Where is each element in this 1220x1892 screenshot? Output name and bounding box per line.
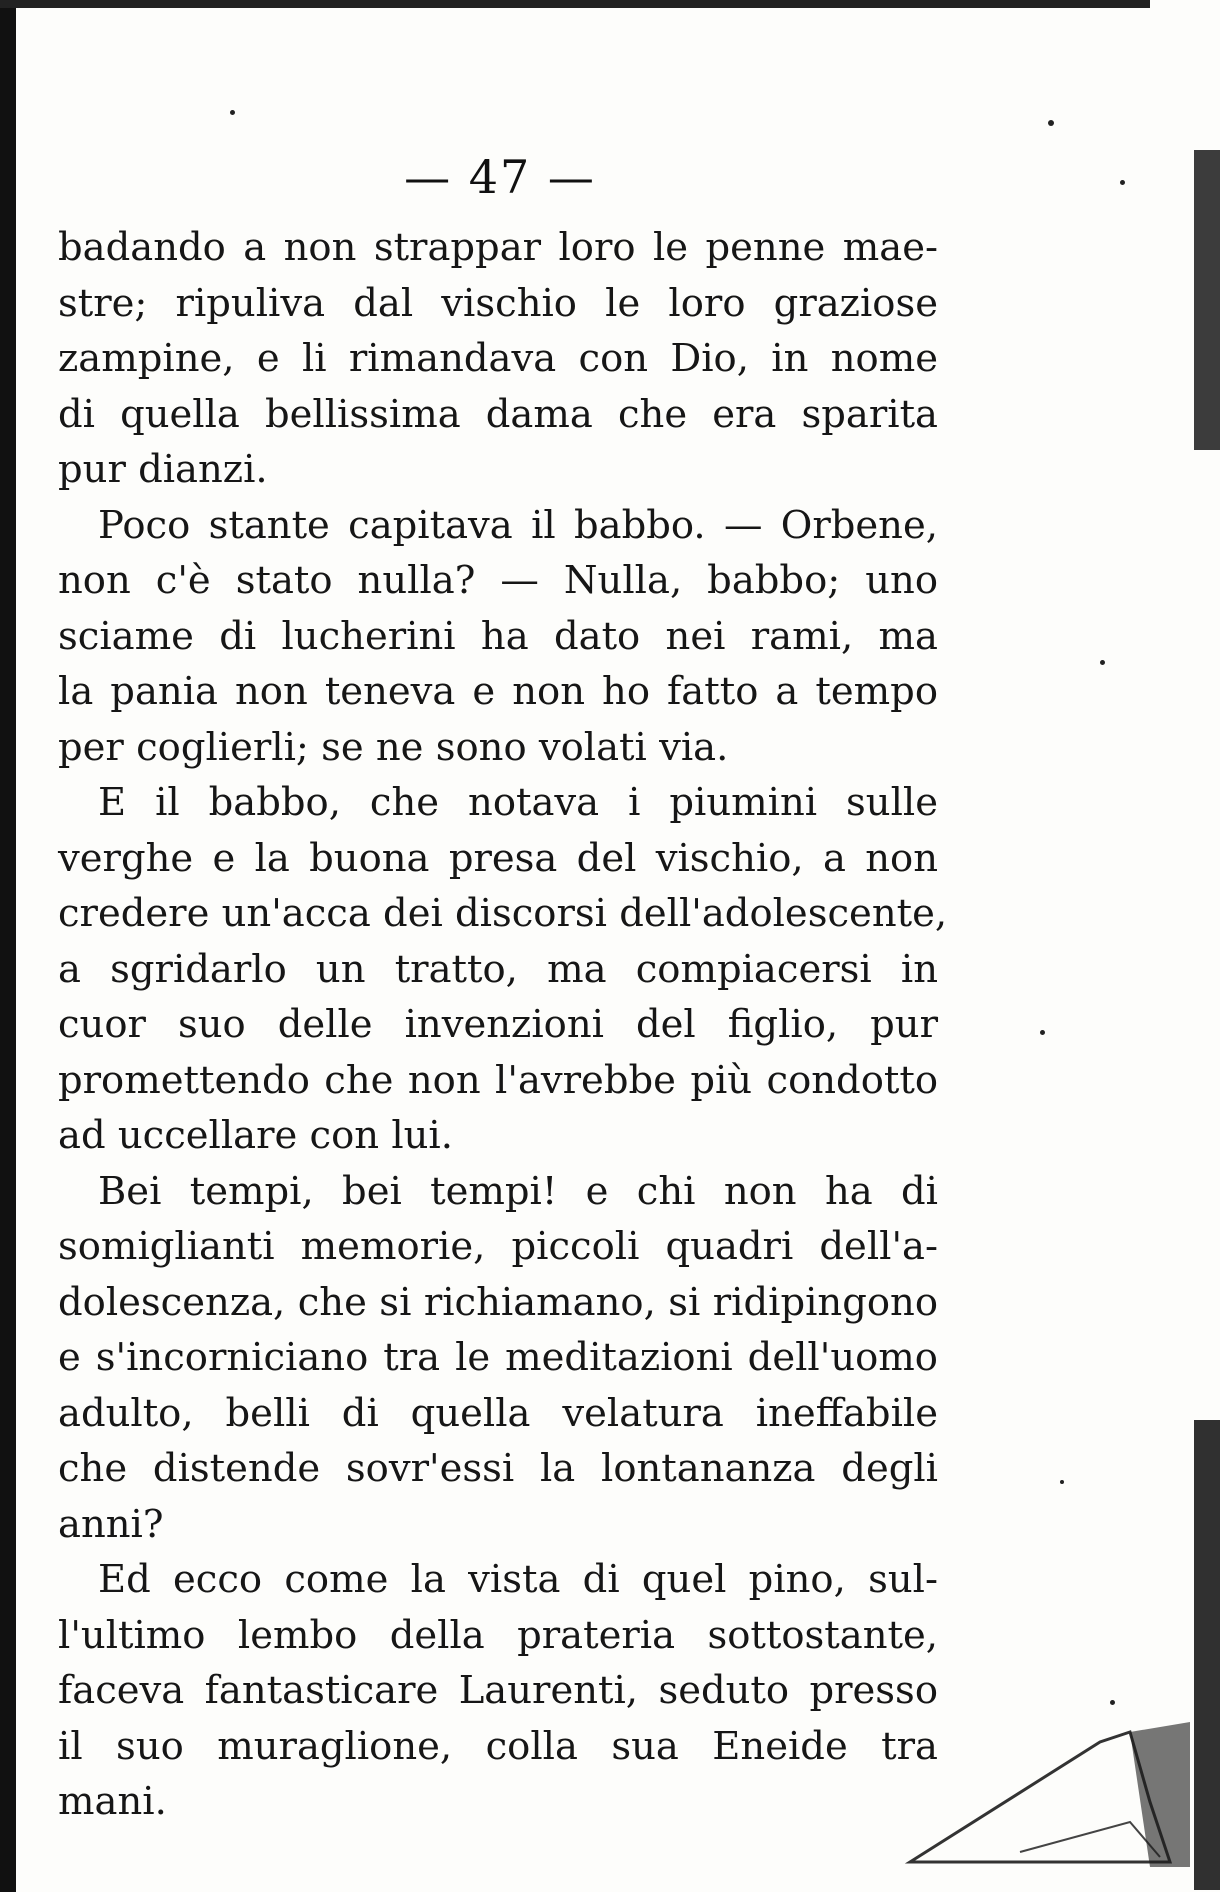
ink-speck (1100, 660, 1105, 665)
ink-speck (1120, 180, 1125, 185)
ink-speck (1110, 1700, 1115, 1705)
ink-speck (1040, 1030, 1045, 1035)
ink-speck (1048, 120, 1054, 126)
text-line: dolescenza, che si richiamano, si ridipingono (58, 1279, 938, 1325)
text-line: ad uccellare con lui. (58, 1113, 453, 1158)
text-line: per coglierli; se ne sono volati via. (58, 724, 729, 770)
text-line: verghe e la buona presa del vischio, a non (58, 835, 938, 881)
text-line: Ed ecco come la vista di quel pino, sul- (98, 1557, 938, 1602)
text-line: il suo muraglione, colla sua Eneide tra (58, 1723, 938, 1769)
text-line: di quella bellissima dama che era sparita (58, 391, 938, 437)
text-line: pur dianzi. (58, 447, 268, 492)
text-line: credere un'acca dei discorsi dell'adolescente, (58, 891, 948, 936)
text-line: che distende sovr'essi la lontananza degli (58, 1446, 938, 1491)
text-line: sciame di lucherini ha dato nei rami, ma (58, 613, 938, 659)
text-line: somiglianti memorie, piccoli quadri dell'a- (58, 1224, 938, 1269)
text-line: anni? (58, 1501, 164, 1547)
text-line: Bei tempi, bei tempi! e chi non ha di (98, 1168, 938, 1214)
text-line: a sgridarlo un tratto, ma compiacersi in (58, 946, 938, 992)
ink-speck (230, 110, 235, 115)
text-line: Poco stante capitava il babbo. — Orbene, (98, 502, 938, 548)
ink-speck (1060, 1480, 1064, 1484)
text-line: mani. (58, 1779, 167, 1824)
text-line: zampine, e li rimandava con Dio, in nome (58, 336, 938, 381)
right-scan-smudge (1194, 150, 1220, 450)
page-corner-fold-mark (900, 1682, 1200, 1872)
text-line: cuor suo delle invenzioni del figlio, pur (58, 1002, 938, 1047)
text-line: E il babbo, che notava i piumini sulle (98, 780, 938, 825)
text-line: la pania non teneva e non ho fatto a tempo (58, 669, 938, 714)
text-line: promettendo che non l'avrebbe più condotto (58, 1057, 938, 1103)
text-line: non c'è stato nulla? — Nulla, babbo; uno (58, 558, 938, 603)
text-line: badando a non strappar loro le penne mae- (58, 225, 938, 270)
text-line: e s'incorniciano tra le meditazioni dell'uomo (58, 1335, 938, 1380)
page-body-text (58, 220, 948, 1830)
top-scan-edge (0, 0, 1150, 8)
binding-shadow (0, 0, 16, 1892)
text-line: stre; ripuliva dal vischio le loro graziose (58, 280, 938, 326)
text-line: l'ultimo lembo della prateria sottostante, (58, 1612, 938, 1658)
text-line: faceva fantasticare Laurenti, seduto presso (58, 1668, 938, 1713)
text-line: adulto, belli di quella velatura ineffabile (58, 1390, 938, 1436)
page-number: — 47 — (404, 150, 596, 204)
